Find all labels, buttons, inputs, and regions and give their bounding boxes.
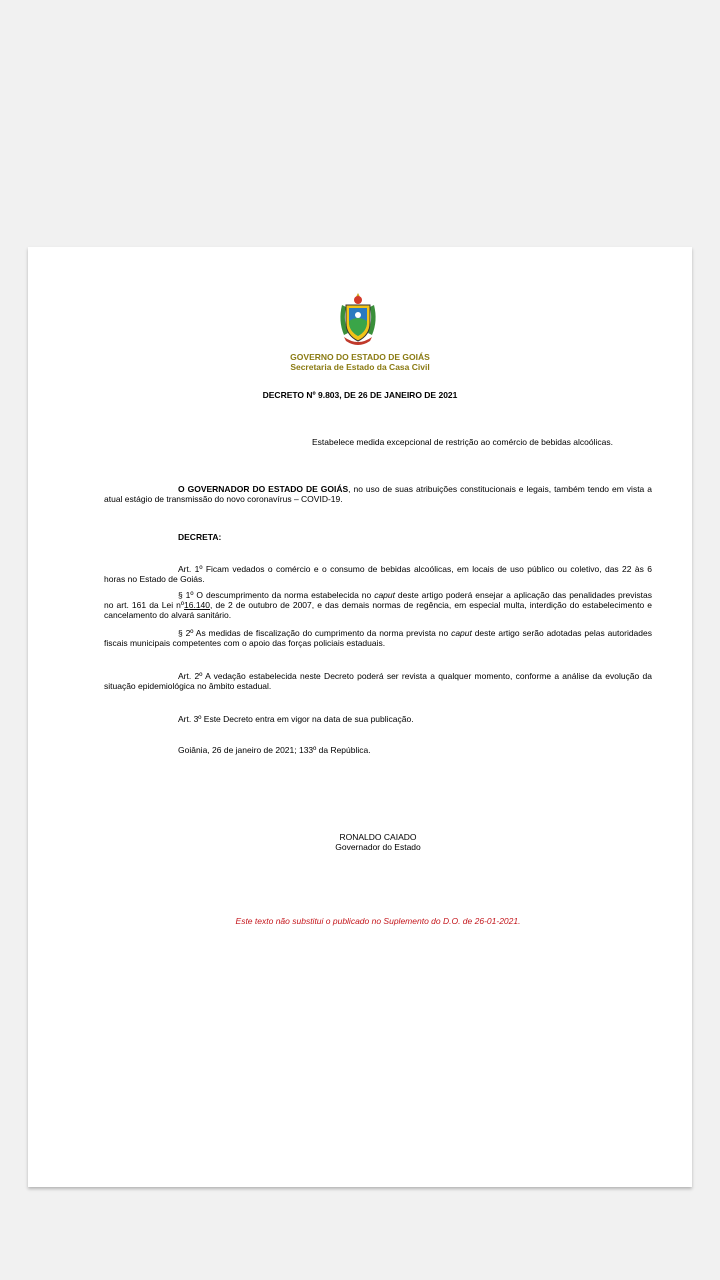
paragraph-1-text-a: § 1º O descumprimento da norma estabelecida no	[178, 590, 375, 600]
article-2	[104, 671, 652, 691]
governor-label: O GOVERNADOR DO ESTADO DE GOIÁS	[178, 484, 349, 494]
document-page	[28, 247, 692, 1187]
paragraph-1	[104, 590, 652, 620]
publication-note: Este texto não substitui o publicado no Suplemento do D.O. de 26-01-2021.	[235, 916, 521, 926]
government-name: GOVERNO DO ESTADO DE GOIÁS	[290, 352, 430, 362]
paragraph-1-text-c: , de 2 de outubro de 2007, e das demais normas de regência, em especial multa, interdição do estabelecimento e cancelamento do alvará sanitário.	[104, 600, 652, 620]
place-date: Goiânia, 26 de janeiro de 2021; 133º da República.	[178, 745, 371, 755]
paragraph-1-text-b: deste artigo poderá ensejar a aplicação das penalidades previstas no art. 161 da Lei nº	[104, 590, 652, 610]
paragraph-2-text-b: deste artigo serão adotadas pelas autoridades fiscais municipais competentes com o apoio das forças policiais estaduais.	[104, 628, 652, 648]
paragraph-2	[104, 628, 652, 648]
signatory-role: Governador do Estado	[335, 842, 421, 852]
decreta-heading: DECRETA:	[178, 532, 222, 542]
paragraph-2-text-a: § 2º As medidas de fiscalização do cumprimento da norma prevista no	[178, 628, 452, 638]
caput-term: caput	[374, 590, 395, 600]
caput-term: caput	[451, 628, 472, 638]
decree-summary: Estabelece medida excepcional de restrição ao comércio de bebidas alcoólicas.	[312, 437, 613, 447]
secretariat-name: Secretaria de Estado da Casa Civil	[290, 362, 430, 372]
article-1	[104, 564, 652, 584]
preamble	[104, 484, 652, 504]
preamble-text: , no uso de suas atribuições constitucionais e legais, também tendo em vista a atual estágio de transmissão do novo coronavírus – COVID-19.	[104, 484, 652, 504]
article-2-text: Art. 2º A vedação estabelecida neste Decreto poderá ser revista a qualquer momento, conforme a análise da evolução da situação epidemiológica no âmbito estadual.	[104, 671, 652, 691]
decree-title: DECRETO Nº 9.803, DE 26 DE JANEIRO DE 2021	[262, 390, 458, 400]
law-number-link[interactable]: 16.140	[184, 600, 211, 610]
article-1-text: Art. 1º Ficam vedados o comércio e o consumo de bebidas alcoólicas, em locais de uso público ou coletivo, das 22 às 6 horas no Estado de Goiás.	[104, 564, 652, 584]
coat-of-arms-icon	[334, 291, 382, 347]
article-3: Art. 3º Este Decreto entra em vigor na data de sua publicação.	[178, 714, 414, 724]
signatory-name: RONALDO CAIADO	[339, 832, 417, 842]
